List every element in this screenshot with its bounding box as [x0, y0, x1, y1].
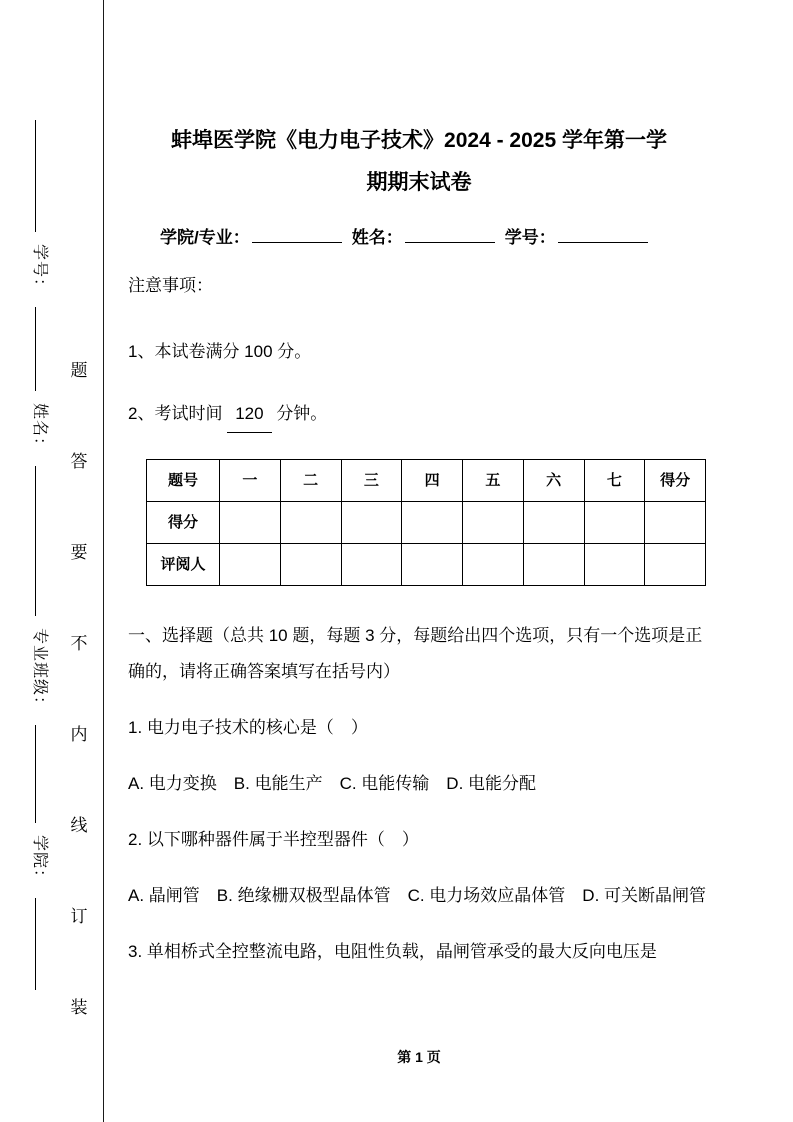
student-id-margin-label: 学号：	[31, 244, 48, 296]
margin-fill-fields	[30, 108, 53, 1122]
question-2-options: A. 晶闸管 B. 绝缘栅双极型晶体管 C. 电力场效应晶体管 D. 可关断晶闸管	[128, 886, 707, 905]
score-table-cell	[220, 502, 281, 544]
class-margin-label: 专业班级：	[31, 628, 48, 714]
score-table-header-cell: 三	[341, 460, 402, 502]
score-table-cell	[341, 544, 402, 586]
binding-char: 线	[70, 816, 88, 835]
exam-title-line-2: 期期末试卷	[366, 171, 472, 194]
score-row-label: 得分	[147, 502, 220, 544]
score-table-cell	[645, 502, 706, 544]
name-blank	[405, 225, 495, 243]
binding-line-rule	[103, 0, 104, 1122]
binding-char: 订	[70, 907, 88, 926]
section-1-heading: 一、选择题（总共 10 题，每题 3 分，每题给出四个选项，只有一个选项是正确的，请将正确答案填写在括号内）	[128, 626, 703, 681]
question-3-text: 3. 单相桥式全控整流电路，电阻性负载，晶闸管承受的最大反向电压是	[128, 942, 657, 961]
binding-char: 要	[70, 543, 88, 562]
duration-prefix: 2、考试时间	[128, 404, 223, 423]
note-item-duration	[128, 396, 710, 433]
note-item-total-score: 1、本试卷满分 100 分。	[128, 342, 312, 361]
binding-char: 题	[70, 361, 88, 380]
college-major-label: 学院/专业：	[160, 228, 250, 247]
notice-heading: 注意事项：	[128, 276, 213, 295]
score-table-cell	[402, 544, 463, 586]
score-table-cell	[584, 502, 645, 544]
duration-suffix: 分钟。	[276, 404, 328, 423]
binding-line-text	[69, 356, 89, 1018]
score-table-cell	[463, 544, 524, 586]
score-table-header-cell: 四	[402, 460, 463, 502]
name-margin-label: 姓名：	[31, 403, 48, 455]
score-table-cell	[645, 544, 706, 586]
score-table-header-cell: 得分	[645, 460, 706, 502]
margin-field-blank	[35, 898, 51, 990]
question-1-options: A. 电力变换 B. 电能生产 C. 电能传输 D. 电能分配	[128, 774, 537, 793]
binding-char: 答	[70, 452, 88, 471]
score-table-cell	[220, 544, 281, 586]
score-table-header-cell: 一	[220, 460, 281, 502]
score-table-header-cell: 七	[584, 460, 645, 502]
binding-char: 不	[70, 634, 88, 653]
score-table-cell	[402, 502, 463, 544]
binding-char: 装	[70, 998, 88, 1017]
question-2-text: 2. 以下哪种器件属于半控型器件（ ）	[128, 830, 419, 849]
score-table-cell	[280, 502, 341, 544]
student-id-blank	[558, 225, 648, 243]
exam-title-line-1: 蚌埠医学院《电力电子技术》2024 - 2025 学年第一学	[171, 129, 667, 152]
score-table-reviewer-row	[147, 544, 706, 586]
score-table-header-cell: 六	[523, 460, 584, 502]
score-table-score-row	[147, 502, 706, 544]
exam-title	[128, 120, 710, 204]
college-major-blank	[252, 225, 342, 243]
exam-content	[128, 0, 710, 1122]
margin-field-blank	[35, 120, 51, 232]
margin-field-blank	[35, 466, 51, 616]
exam-duration-value: 120	[227, 396, 271, 433]
score-table-cell	[341, 502, 402, 544]
college-margin-label: 学院：	[31, 835, 48, 887]
margin-field-blank	[35, 725, 51, 823]
score-table-cell	[523, 502, 584, 544]
page-number: 第 1 页	[397, 1049, 441, 1065]
score-table-header-cell: 题号	[147, 460, 220, 502]
score-table-cell	[584, 544, 645, 586]
score-table	[146, 459, 706, 586]
score-table-header-cell: 五	[463, 460, 524, 502]
question-1-text: 1. 电力电子技术的核心是（ ）	[128, 718, 368, 737]
score-table-cell	[523, 544, 584, 586]
score-table-header-row	[147, 460, 706, 502]
name-field-label: 姓名：	[351, 228, 403, 247]
margin-field-blank	[35, 307, 51, 391]
student-info-line	[128, 220, 710, 256]
score-table-cell	[463, 502, 524, 544]
score-table-cell	[280, 544, 341, 586]
reviewer-row-label: 评阅人	[147, 544, 220, 586]
score-table-header-cell: 二	[280, 460, 341, 502]
student-id-field-label: 学号：	[504, 228, 556, 247]
binding-char: 内	[70, 725, 88, 744]
